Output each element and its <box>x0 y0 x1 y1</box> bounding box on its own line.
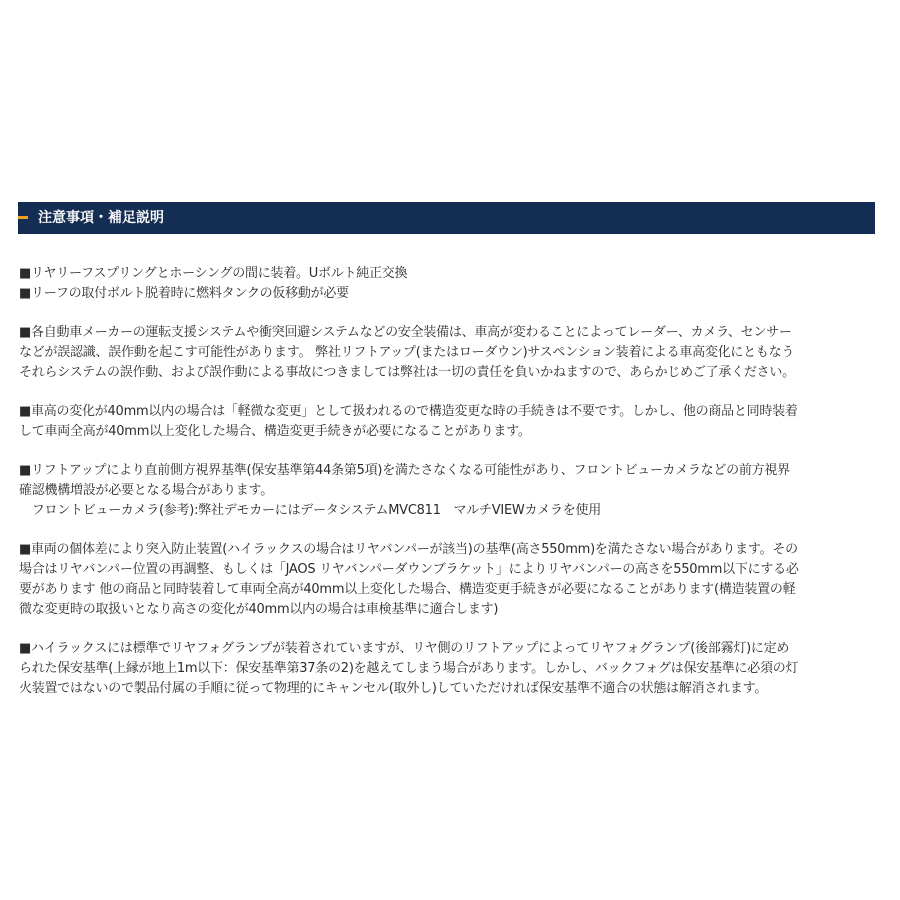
note-line: フロントビューカメラ(参考):弊社デモカーにはデータシステムMVC811 マルチVIEWカメラを使用 <box>19 503 602 518</box>
note-line: 確認機構増設が必要となる場合があります。 <box>19 483 273 498</box>
note-line: ■リーフの取付ボルト脱着時に燃料タンクの仮移動が必要 <box>19 286 349 301</box>
note-rear-fog <box>19 639 879 699</box>
note-front-view <box>19 461 879 521</box>
note-line: ■車両の個体差により突入防止装置(ハイラックスの場合はリヤバンパーが該当)の基準(高さ550mm)を満たさない場合があります。その <box>19 542 798 557</box>
note-line: ■ハイラックスには標準でリヤフォグランプが装着されていますが、リヤ側のリフトアップによってリヤフォグランプ(後部霧灯)に定め <box>19 641 790 656</box>
note-install <box>19 264 879 304</box>
note-line: ■リヤリーフスプリングとホーシングの間に装着。Uボルト純正交換 <box>19 266 408 281</box>
note-line: して車両全高が40mm以上変化した場合、構造変更手続きが必要になることがあります。 <box>19 424 531 439</box>
note-line: 微な変更時の取扱いとなり高さの変化が40mm以内の場合は車検基準に適合します) <box>19 602 499 617</box>
header-accent-mark <box>18 216 28 219</box>
note-line: 場合はリヤバンパー位置の再調整、もしくは「JAOS リヤバンパーダウンブラケット」によりリヤバンパーの高さを550mm以下にする必 <box>19 562 799 577</box>
note-line: 要があります 他の商品と同時装着して車両全高が40mm以上変化した場合、構造変更手続きが必要になることがあります(構造装置の軽 <box>19 582 796 597</box>
note-line: ■リフトアップにより直前側方視界基準(保安基準第44条第5項)を満たさなくなる可能性があり、フロントビューカメラなどの前方視界 <box>19 463 790 478</box>
note-line: などが誤認識、誤作動を起こす可能性があります。 弊社リフトアップ(またはローダウン)サスペンション装着による車高変化にともなう <box>19 345 795 360</box>
note-line: 火装置ではないので製品付属の手順に従って物理的にキャンセル(取外し)していただければ保安基準不適合の状態は解消されます。 <box>19 681 768 696</box>
section-title: 注意事項・補足説明 <box>38 210 164 226</box>
note-underrun-protection <box>19 540 879 620</box>
note-safety-systems <box>19 323 879 383</box>
note-line: それらシステムの誤作動、および誤作動による事故につきましては弊社は一切の責任を負いかねますので、あらかじめご了承ください。 <box>19 365 795 380</box>
section-header <box>18 202 875 234</box>
note-line: ■各自動車メーカーの運転支援システムや衝突回避システムなどの安全装備は、車高が変わることによってレーダー、カメラ、センサー <box>19 325 792 340</box>
notes-list <box>19 264 879 718</box>
note-height-change <box>19 402 879 442</box>
note-line: られた保安基準(上縁が地上1m以下：保安基準第37条の2)を越えてしまう場合があります。しかし、バックフォグは保安基準に必須の灯 <box>19 661 799 676</box>
note-line: ■車高の変化が40mm以内の場合は「軽微な変更」として扱われるので構造変更な時の手続きは不要です。しかし、他の商品と同時装着 <box>19 404 798 419</box>
